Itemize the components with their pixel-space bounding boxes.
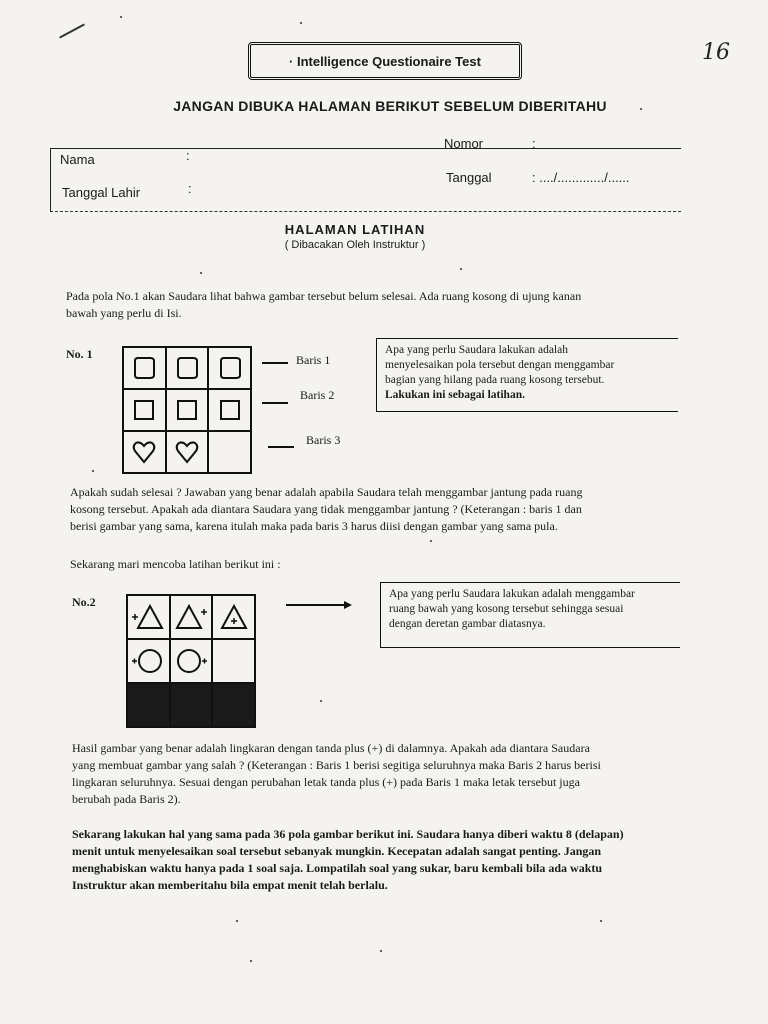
triangle-plus-right-icon bbox=[173, 600, 209, 634]
scan-speck bbox=[250, 960, 252, 962]
intro-line: Pada pola No.1 akan Saudara lihat bahwa gambar tersebut belum selesai. Ada ruang kosong di ujung kanan bbox=[66, 289, 582, 303]
explanation-line: Apakah sudah selesai ? Jawaban yang benar adalah apabila Saudara telah menggambar jantung pada ruang bbox=[70, 485, 583, 499]
instruction-line: menyelesaikan pola tersebut dengan menggambar bbox=[385, 359, 615, 371]
scan-speck bbox=[600, 920, 602, 922]
instruction-line: dengan deretan gambar diatasnya. bbox=[389, 618, 546, 630]
intro-paragraph bbox=[66, 288, 678, 322]
square-icon bbox=[173, 396, 201, 424]
no1-instruction-box bbox=[376, 338, 678, 412]
scan-speck bbox=[300, 22, 302, 24]
rounded-square-icon bbox=[173, 354, 201, 382]
page-heading: HALAMAN LATIHAN bbox=[284, 222, 426, 237]
rounded-square-icon bbox=[130, 354, 158, 382]
empty-answer-cell[interactable] bbox=[208, 431, 251, 473]
empty-answer-cell[interactable] bbox=[212, 639, 255, 683]
shaded-cell bbox=[127, 683, 170, 727]
row-arrow bbox=[268, 446, 294, 448]
pattern-cell bbox=[166, 431, 209, 473]
no2-explanation bbox=[72, 740, 680, 808]
tanggal-lahir-label: Tanggal Lahir bbox=[62, 185, 141, 200]
square-icon bbox=[130, 396, 158, 424]
pattern-cell bbox=[123, 431, 166, 473]
scan-speck bbox=[120, 16, 122, 18]
nama-label: Nama bbox=[60, 152, 95, 167]
instruction-line: Lakukan ini sebagai latihan. bbox=[385, 389, 525, 401]
circle-plus-right-icon bbox=[173, 644, 209, 678]
row-arrow bbox=[262, 402, 288, 404]
no1-pattern-grid bbox=[122, 346, 252, 474]
instruction-line: ruang bawah yang kosong tersebut sehingga sesuai bbox=[389, 603, 624, 615]
instruction-line: Apa yang perlu Saudara lakukan adalah menggambar bbox=[389, 588, 635, 600]
closing-line: Sekarang lakukan hal yang sama pada 36 pola gambar berikut ini. Saudara hanya diberi waktu 8 (delapan) bbox=[72, 827, 624, 841]
pattern-cell bbox=[127, 595, 170, 639]
intro-line: bawah yang perlu di Isi. bbox=[66, 306, 182, 320]
closing-line: menghabiskan waktu hanya pada 1 soal saja. Lompatilah soal yang sukar, baru kembali bila ada waktu bbox=[72, 861, 603, 875]
no2-instruction-box bbox=[380, 582, 680, 648]
pattern-cell bbox=[212, 595, 255, 639]
closing-instructions bbox=[72, 826, 680, 894]
explanation-line: kosong tersebut. Apakah ada diantara Saudara yang tidak menggambar jantung ? (Keterangan : baris 1 dan bbox=[70, 502, 582, 516]
explanation-line: Hasil gambar yang benar adalah lingkaran dengan tanda plus (+) di dalamnya. Apakah ada diantara Saudara bbox=[72, 741, 590, 755]
instruction-line: Apa yang perlu Saudara lakukan adalah bbox=[385, 344, 568, 356]
page-number: 16 bbox=[702, 40, 730, 65]
pattern-cell bbox=[170, 639, 213, 683]
triangle-plus-left-icon bbox=[130, 600, 166, 634]
row-label-3: Baris 3 bbox=[306, 433, 341, 447]
explanation-line: yang membuat gambar yang salah ? (Keterangan : Baris 1 berisi segitiga seluruhnya maka Baris 2 harus berisi bbox=[72, 758, 601, 772]
circle-plus-left-icon bbox=[130, 644, 166, 678]
closing-line: menit untuk menyelesaikan soal tersebut sebanyak mungkin. Kecepatan adalah sangat penting. Jangan bbox=[72, 844, 602, 858]
arrow-right-icon bbox=[286, 598, 352, 612]
triangle-plus-inside-icon bbox=[216, 600, 252, 634]
warning-heading: JANGAN DIBUKA HALAMAN BERIKUT SEBELUM DIBERITAHU bbox=[173, 98, 607, 114]
scan-speck bbox=[640, 108, 642, 110]
nomor-label: Nomor bbox=[444, 136, 484, 151]
tanggal-value: : ..../............./...... bbox=[532, 170, 630, 185]
scan-speck bbox=[92, 470, 94, 472]
no2-pattern-grid bbox=[126, 594, 256, 728]
scan-speck bbox=[236, 920, 238, 922]
scan-speck bbox=[460, 268, 462, 270]
shaded-cell bbox=[212, 683, 255, 727]
no1-label: No. 1 bbox=[66, 347, 93, 361]
pattern-cell bbox=[127, 639, 170, 683]
pattern-cell bbox=[208, 389, 251, 431]
rounded-square-icon bbox=[216, 354, 244, 382]
square-icon bbox=[216, 396, 244, 424]
row-label-2: Baris 2 bbox=[300, 388, 335, 402]
pattern-cell bbox=[123, 347, 166, 389]
pattern-cell bbox=[166, 347, 209, 389]
shaded-cell bbox=[170, 683, 213, 727]
explanation-line: berubah pada Baris 2). bbox=[72, 792, 181, 806]
scan-speck bbox=[320, 700, 322, 702]
try-instruction: Sekarang mari mencoba latihan berikut ini : bbox=[70, 557, 281, 571]
test-title: · Intelligence Questionaire Test bbox=[248, 42, 522, 80]
pattern-cell bbox=[166, 389, 209, 431]
scan-speck bbox=[200, 272, 202, 274]
heart-icon bbox=[173, 438, 201, 466]
row-label-1: Baris 1 bbox=[296, 353, 331, 367]
no1-explanation bbox=[70, 484, 680, 535]
tanggal-label: Tanggal bbox=[446, 170, 492, 185]
scan-speck bbox=[380, 950, 382, 952]
tanggal-lahir-colon: : bbox=[188, 181, 192, 196]
pattern-cell bbox=[123, 389, 166, 431]
nomor-colon: : bbox=[532, 136, 536, 151]
pattern-cell bbox=[208, 347, 251, 389]
nama-colon: : bbox=[186, 148, 190, 163]
pen-mark bbox=[59, 24, 85, 39]
no2-label: No.2 bbox=[72, 595, 96, 609]
explanation-line: berisi gambar yang sama, karena itulah maka pada baris 3 harus diisi dengan gambar yang sama pula. bbox=[70, 519, 558, 533]
page-subheading: ( Dibacakan Oleh Instruktur ) bbox=[284, 239, 426, 251]
closing-line: Instruktur akan memberitahu bila empat menit telah berlalu. bbox=[72, 878, 388, 892]
row-arrow bbox=[262, 362, 288, 364]
heart-icon bbox=[130, 438, 158, 466]
instruction-line: bagian yang hilang pada ruang kosong tersebut. bbox=[385, 374, 605, 386]
pattern-cell bbox=[170, 595, 213, 639]
scan-speck bbox=[430, 540, 432, 542]
explanation-line: lingkaran seluruhnya. Sesuai dengan perubahan letak tanda plus (+) pada Baris 1 maka letak tersebut juga bbox=[72, 775, 580, 789]
